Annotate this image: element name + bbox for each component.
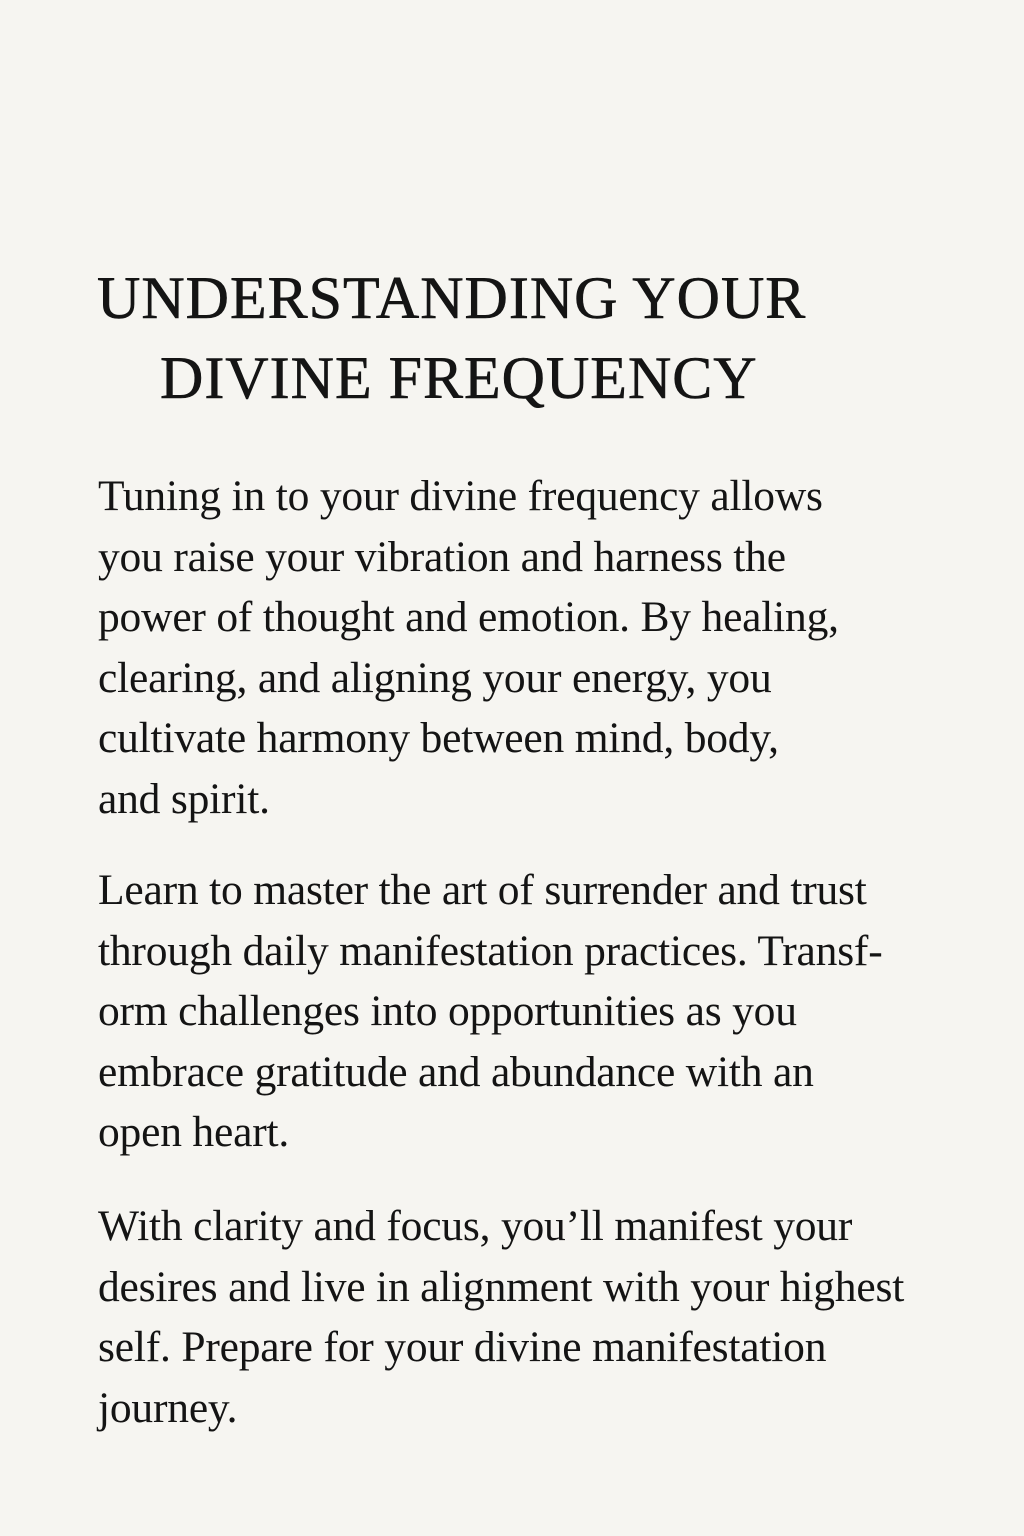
paragraph-line: embrace gratitude and abundance with an [98, 1047, 814, 1096]
paragraph-2 [98, 860, 998, 1163]
paragraph-line: clearing, and aligning your energy, you [98, 653, 772, 702]
paragraph-line: With clarity and focus, you’ll manifest your [98, 1202, 853, 1250]
paragraph-3 [98, 1196, 998, 1438]
paragraph-line: open heart. [98, 1108, 290, 1156]
paragraph-line: orm challenges into opportunities as you [98, 987, 797, 1035]
paragraph-line: Tuning in to your divine frequency allows [98, 472, 823, 520]
paragraph-line: you raise your vibration and harness the [98, 532, 786, 581]
paragraph-line: self. Prepare for your divine manifestation [98, 1323, 827, 1371]
paragraph-line: journey. [98, 1383, 238, 1432]
paragraph-line: power of thought and emotion. By healing, [98, 593, 839, 641]
paragraph-line: desires and live in alignment with your highest [98, 1262, 905, 1311]
paragraph-line: Learn to master the art of surrender and trust [98, 866, 867, 914]
title-line-2: DIVINE FREQUENCY [160, 345, 758, 411]
paragraph-line: and spirit. [98, 774, 270, 823]
paragraph-line: through daily manifestation practices. Transf- [98, 926, 883, 975]
paragraph-line: cultivate harmony between mind, body, [98, 714, 779, 762]
paragraph-1 [98, 466, 998, 829]
title-line-1: UNDERSTANDING YOUR [97, 265, 807, 331]
